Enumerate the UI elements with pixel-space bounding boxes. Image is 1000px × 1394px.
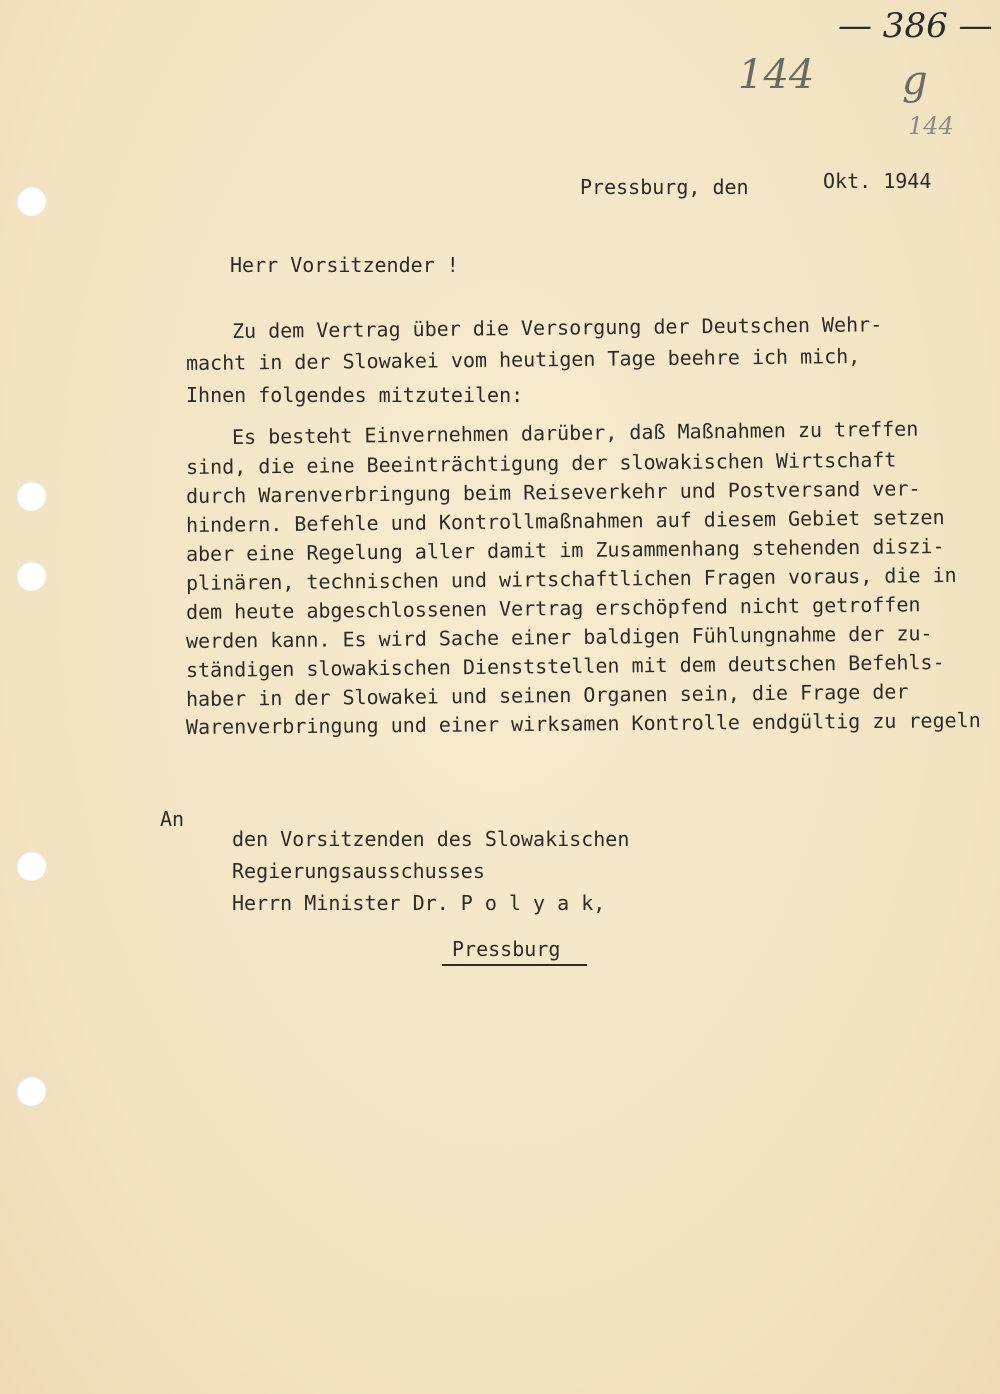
- paragraph-line: Es besteht Einvernehmen darüber, daß Maßnahmen zu treffen: [231, 416, 919, 449]
- paragraph-line: werden kann. Es wird Sache einer baldigen Fühlungnahme der zu-: [185, 621, 933, 653]
- paragraph-line: sind, die eine Beeinträchtigung der slowakischen Wirtschaft: [185, 447, 897, 479]
- address-line: den Vorsitzenden des Slowakischen: [232, 827, 630, 851]
- paragraph-line: dem heute abgeschlossenen Vertrag erschöpfend nicht getroffen: [185, 592, 921, 624]
- punch-hole: [16, 481, 46, 511]
- paragraph-line: Warenverbringung und einer wirksamen Kontrolle endgültig zu regeln: [185, 708, 981, 739]
- date-month-year: Okt. 1944: [823, 169, 932, 193]
- punch-hole: [16, 186, 46, 216]
- paragraph-line: Ihnen folgendes mitzuteilen:: [186, 383, 524, 407]
- punch-hole: [16, 561, 46, 591]
- city-underline: [442, 964, 587, 966]
- address-city: Pressburg: [452, 937, 561, 961]
- punch-hole: [16, 851, 46, 881]
- punch-hole: [16, 1076, 46, 1106]
- handwritten-small-number: 144: [908, 112, 954, 140]
- paragraph-line: macht in der Slowakei vom heutigen Tage beehre ich mich,: [185, 343, 861, 375]
- paragraph-line: ständigen slowakischen Dienststellen mit dem deutschen Befehls-: [185, 650, 945, 682]
- paragraph-line: plinären, technischen und wirtschaftlichen Fragen voraus, die in: [185, 562, 957, 595]
- address-line: Regierungsausschusses: [232, 859, 485, 883]
- address-prefix: An: [160, 807, 185, 831]
- salutation: Herr Vorsitzender !: [230, 253, 459, 277]
- handwritten-mark: g: [902, 58, 928, 104]
- paragraph-line: durch Warenverbringung beim Reiseverkehr und Postversand ver-: [185, 476, 921, 508]
- handwritten-page-number: — 386 —: [838, 6, 993, 46]
- paragraph-line: hindern. Befehle und Kontrollmaßnahmen auf diesem Gebiet setzen: [185, 505, 945, 537]
- handwritten-folio-number: 144: [738, 52, 815, 98]
- paragraph-line: aber eine Regelung aller damit im Zusammenhang stehenden diszi-: [185, 534, 945, 566]
- address-line: Herrn Minister Dr. P o l y a k,: [232, 891, 606, 915]
- paragraph-line: haber in der Slowakei und seinen Organen sein, die Frage der: [185, 679, 909, 711]
- place-date: Pressburg, den: [580, 175, 749, 199]
- paragraph-line: Zu dem Vertrag über die Versorgung der Deutschen Wehr-: [231, 312, 883, 343]
